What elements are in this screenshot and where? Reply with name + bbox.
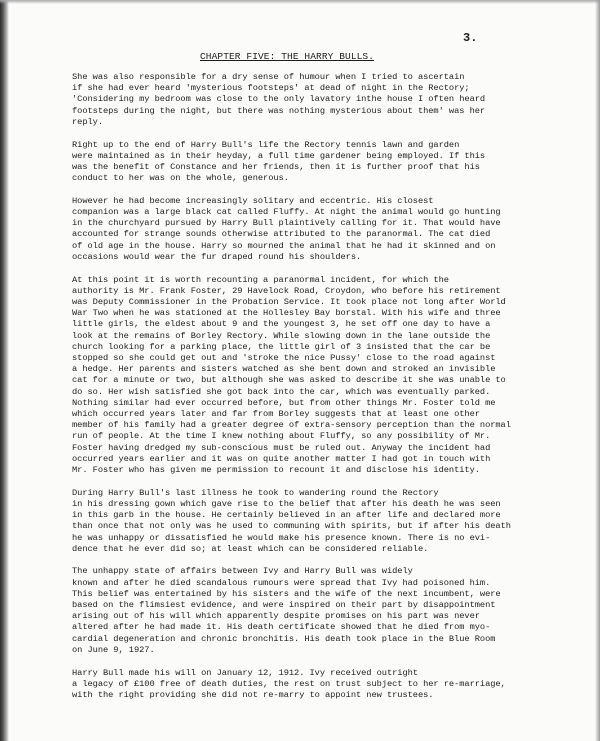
paragraph-will: Harry Bull made his will on January 12, 1912. Ivy received outright a legacy of £100 free of death duties, the rest on trust subject to her re-marriage, with the right providing she did not re-marry to appoint new trustees. <box>72 667 506 700</box>
paragraph-rumours: The unhappy state of affairs between Ivy and Harry Bull was widely known and after he died scandalous rumours were spread that Ivy had poisoned him. This belief was entertained by his sisters and the wife of the next incumbent, were based on the flimsiest evidence, and were inspired on their part by disappointment arising out of his will which apparently despite promises on his part was never altered after he had made it. His death certificate showed that he died from myo- cardial degeneration and chronic bronchitis. His death took place in the Blue Room on June 9, 1927. <box>72 566 501 655</box>
paragraph-foster-incident: At this point it is worth recounting a paranormal incident, for which the authority is Mr. Frank Foster, 29 Havelock Road, Croydon, who before his retirement was Deputy Commissioner in the Probation Service. It took place not long after World War Two when he was stationed at the Hollesley Bay borstal. With his wife and three little girls, the eldest about 9 and the youngest 3, he set off one day to have a look at the remains of Borley Rectory. While slowing down in the lane outside the church looking for a parking place, the little girl of 3 insisted that the car be stopped so she could get out and 'stroke the nice Pussy' close to the road against a hedge. Her parents and sisters watched as she bent down and stroked an invisible cat for a minute or two, but although she was asked to describe it she was unable to do so. Her wish satisfied she got back into the car, which was eventually parked. Nothing similar had ever occurred before, but from other things Mr. Foster told me which occurred years later and far from Borley suggests that at least one other member of his family had a greater degree of extra-sensory perception than the normal run of people. At the time I knew nothing about Fluffy, so any possibility of Mr. Foster having dredged my sub-conscious must be ruled out. Anyway the incident had occurred years earlier and it was on quite another matter I had got in touch with Mr. Foster who has given me permission to recount it and disclose his identity. <box>72 274 511 475</box>
paragraph-fluffy-cat: However he had become increasingly solitary and eccentric. His closest companion was a large black cat called Fluffy. At night the animal would go hunting in the churchyard pursued by Harry Bull plaintively calling for it. That would have accounted for strange sounds otherwise attributed to the paranormal. The cat died of old age in the house. Harry so mourned the animal that he had it skinned and on occasions would wear the fur draped round his shoulders. <box>72 195 501 262</box>
scan-top-edge <box>0 0 600 4</box>
paragraph-last-illness: During Harry Bull's last illness he took to wandering round the Rectory in his dressing gown which gave rise to the belief that after his death he was seen in this garb in the house. He certainly believed in an after life and declared more than once that not only was he used to communing with spirits, but if after his death he was unhappy or dissatisfied he would make his presence known. There is no evi- dence that he ever did so; at least which can be considered reliable. <box>72 487 511 554</box>
paragraph-humour: She was also responsible for a dry sense of humour when I tried to ascertain if she had ever heard 'mysterious footsteps' at dead of night in the Rectory; 'Considering my bedroom was close to the only lavatory inthe house I often heard footsteps during the night, but there was nothing mysterious about them' was her reply. <box>72 72 486 127</box>
paragraph-tennis-lawn: Right up to the end of Harry Bull's life the Rectory tennis lawn and garden were maintained as in their heyday, a full time gardener being employed. If this was the benefit of Constance and her friends, then it is further proof that his conduct to her was on the whole, generous. <box>72 139 486 184</box>
page-number: 3. <box>463 31 478 45</box>
scan-left-shadow <box>0 0 9 741</box>
body-text <box>72 72 598 701</box>
chapter-heading: CHAPTER FIVE: THE HARRY BULLS. <box>200 51 375 62</box>
